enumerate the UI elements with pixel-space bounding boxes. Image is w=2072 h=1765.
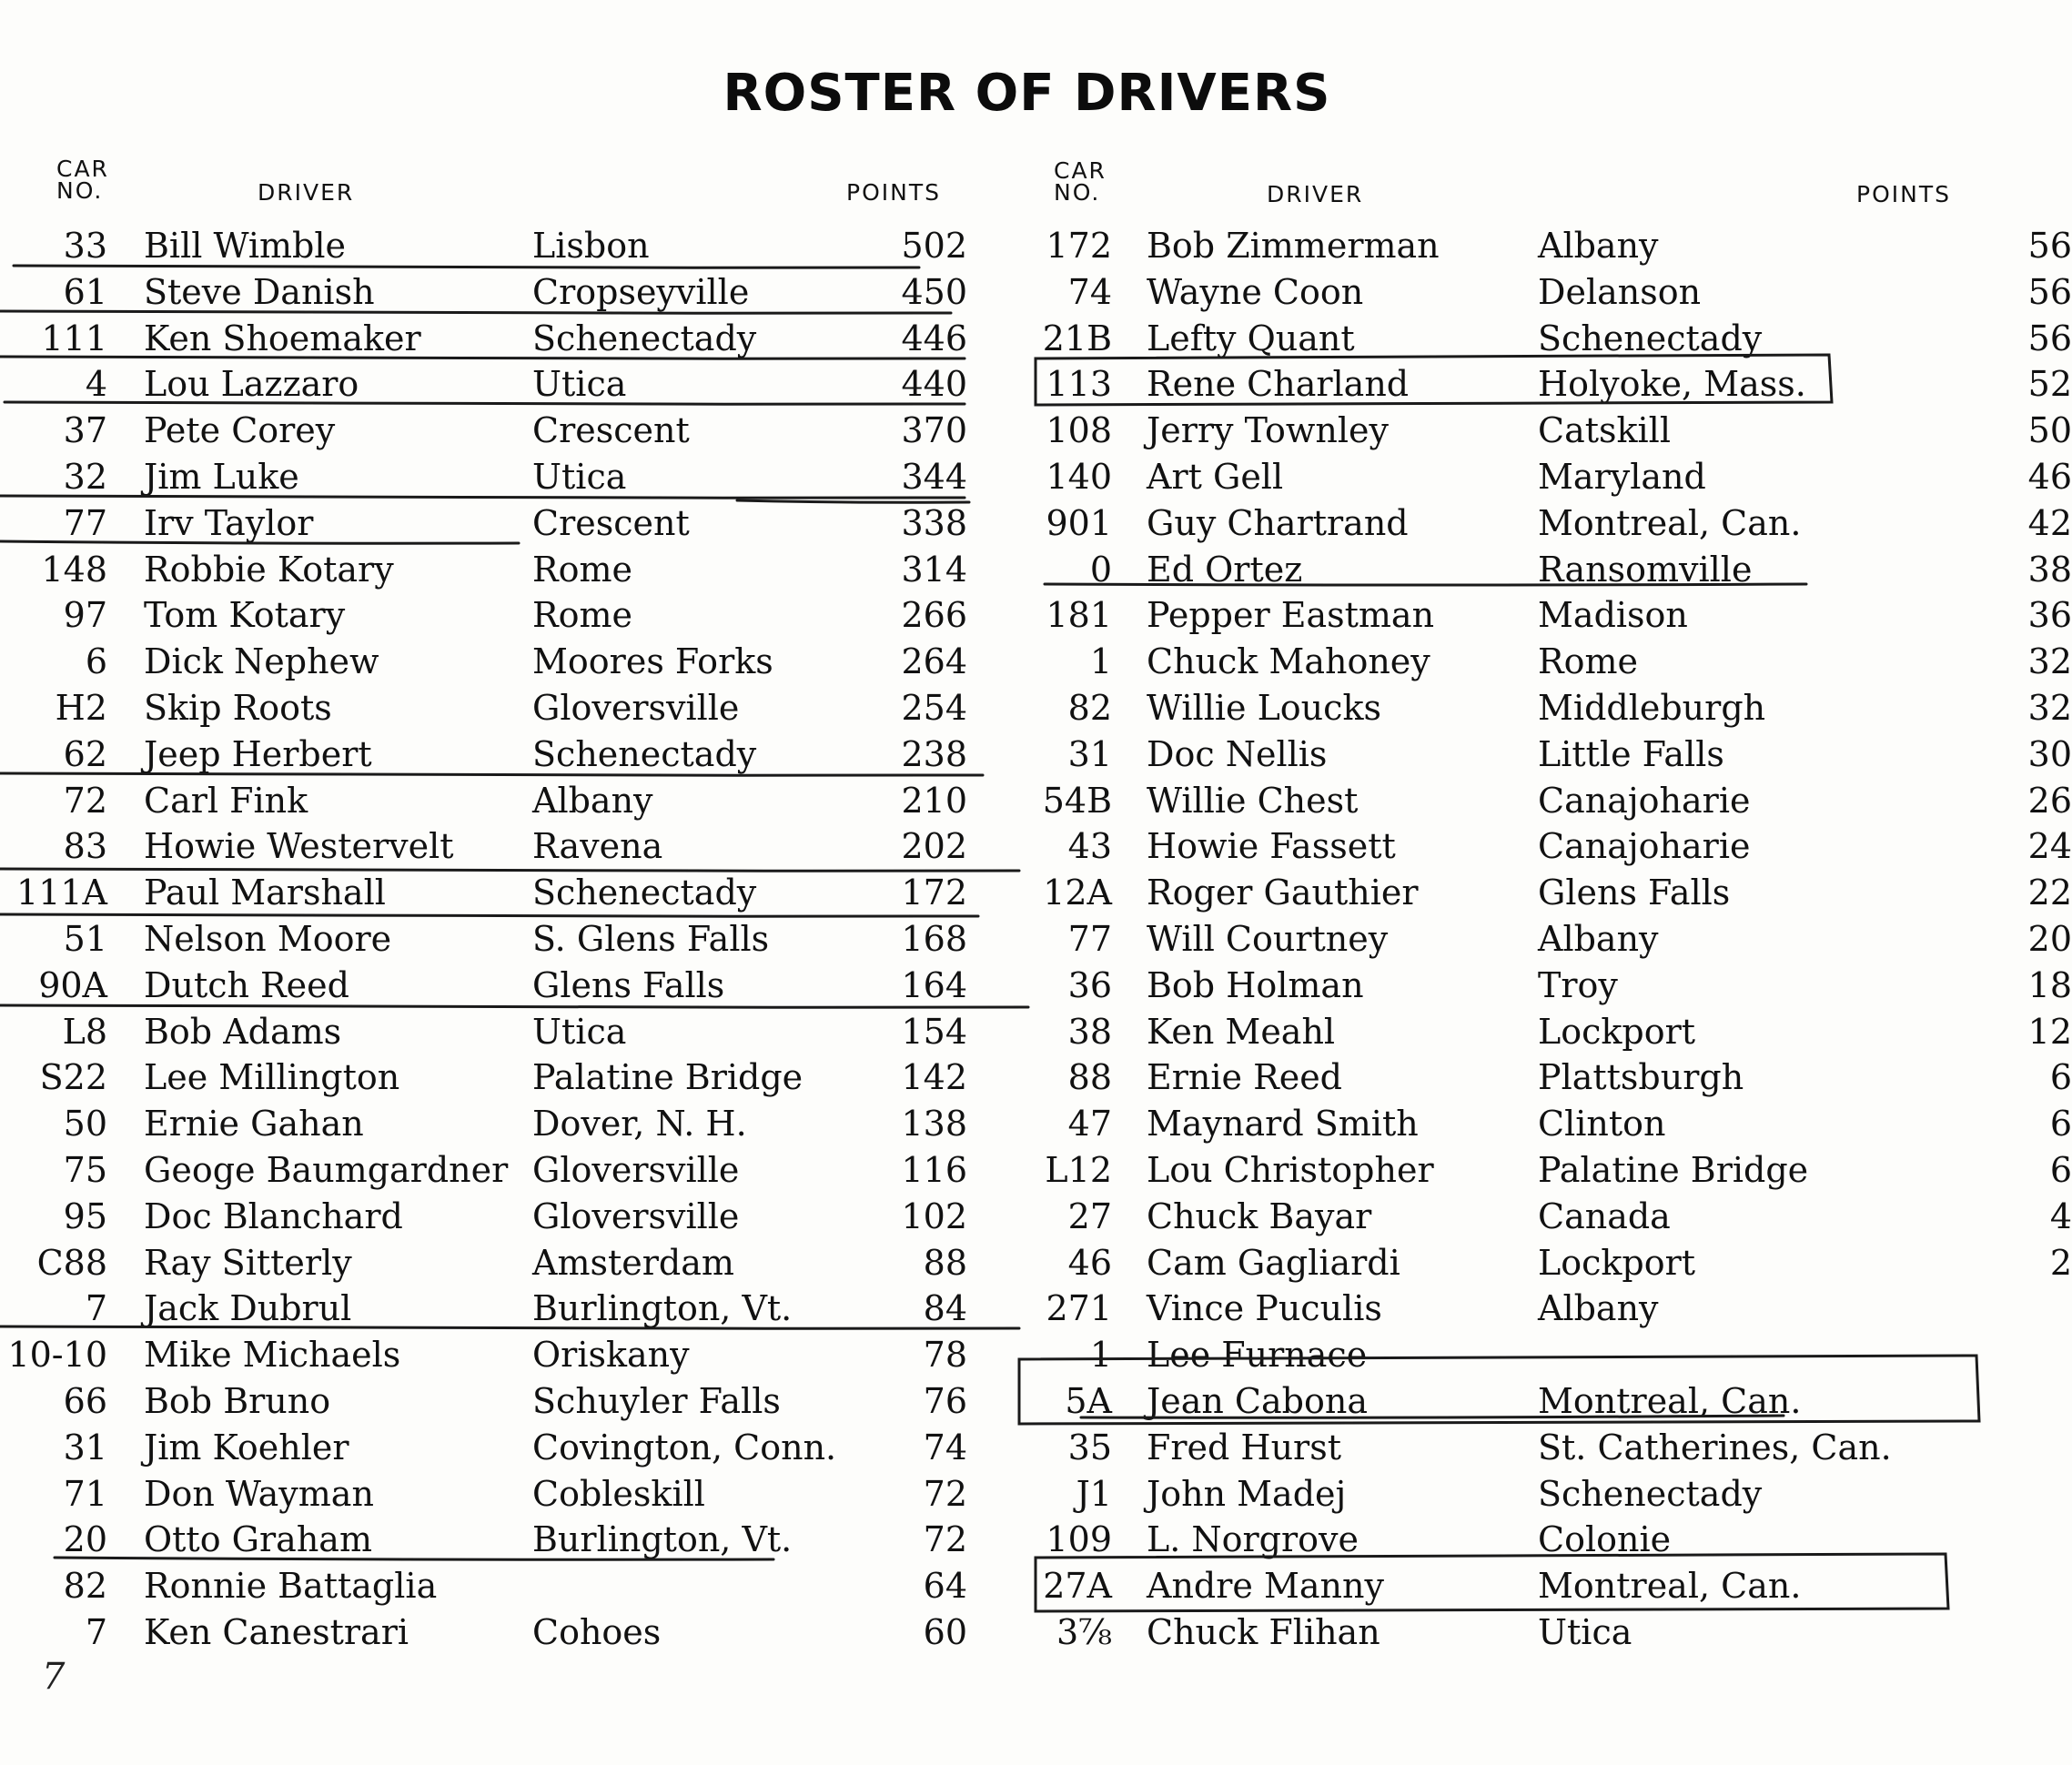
car-number: 47 bbox=[1067, 1104, 1112, 1145]
car-number: 71 bbox=[63, 1473, 107, 1514]
pen-underline bbox=[0, 914, 978, 916]
points-value: 6 bbox=[2049, 1149, 2072, 1190]
car-number: J1 bbox=[1076, 1473, 1112, 1514]
hometown: Cropseyville bbox=[532, 271, 750, 312]
points-value: 60 bbox=[923, 1611, 967, 1652]
driver-name: Mike Michaels bbox=[144, 1335, 401, 1376]
points-value: 72 bbox=[923, 1519, 967, 1560]
hometown: Canada bbox=[1538, 1195, 1671, 1236]
car-number: 901 bbox=[1046, 502, 1112, 543]
points-value: 22 bbox=[2027, 872, 2072, 913]
points-value: 142 bbox=[901, 1057, 967, 1098]
car-number: 109 bbox=[1046, 1519, 1112, 1560]
pen-underline bbox=[1081, 1416, 1784, 1417]
pen-underline bbox=[0, 311, 951, 313]
car-number: 88 bbox=[1067, 1057, 1112, 1098]
hometown: Crescent bbox=[532, 410, 690, 451]
hometown: Glens Falls bbox=[532, 964, 725, 1005]
car-number: 7 bbox=[85, 1611, 107, 1652]
points-value: 42 bbox=[2027, 502, 2072, 543]
car-number: 27 bbox=[1067, 1195, 1112, 1236]
hometown: Canajoharie bbox=[1538, 780, 1751, 821]
pen-box bbox=[1036, 355, 1832, 405]
points-value: 26 bbox=[2027, 780, 2072, 821]
pen-underline bbox=[0, 357, 965, 358]
points-value: 254 bbox=[901, 687, 967, 728]
hometown: Troy bbox=[1538, 964, 1618, 1005]
pen-underline bbox=[0, 1326, 1019, 1328]
driver-name: Lefty Quant bbox=[1147, 318, 1355, 358]
driver-name: Chuck Flihan bbox=[1147, 1611, 1380, 1652]
car-number: 6 bbox=[85, 641, 107, 682]
points-value: 370 bbox=[901, 410, 967, 451]
car-number: 66 bbox=[63, 1380, 107, 1421]
hometown: Cohoes bbox=[532, 1611, 662, 1652]
hometown: Clinton bbox=[1538, 1104, 1666, 1145]
pen-underline bbox=[1045, 584, 1806, 585]
hometown: Dover, N. H. bbox=[532, 1104, 747, 1145]
driver-name: Roger Gauthier bbox=[1147, 872, 1419, 913]
hometown: Schenectady bbox=[1538, 318, 1763, 358]
car-number: 4 bbox=[85, 364, 107, 405]
hometown: Glens Falls bbox=[1538, 872, 1731, 913]
hometown: Albany bbox=[1538, 918, 1659, 959]
car-number: 51 bbox=[63, 918, 107, 959]
car-number: 111 bbox=[41, 318, 107, 358]
pen-underline bbox=[0, 496, 965, 498]
pen-underline bbox=[14, 266, 919, 267]
car-number: 31 bbox=[1067, 733, 1112, 774]
driver-name: Ronnie Battaglia bbox=[144, 1566, 438, 1607]
driver-name: Ken Meahl bbox=[1147, 1011, 1336, 1052]
hometown: Madison bbox=[1538, 595, 1688, 636]
hometown: Delanson bbox=[1538, 271, 1702, 312]
points-header: POINTS bbox=[1856, 181, 1951, 207]
car-no-header: CAR NO. bbox=[56, 156, 109, 204]
points-value: 12 bbox=[2027, 1011, 2072, 1052]
points-value: 440 bbox=[901, 364, 967, 405]
car-number: L8 bbox=[62, 1011, 107, 1052]
car-number: 35 bbox=[1067, 1427, 1112, 1467]
car-number: 77 bbox=[1067, 918, 1112, 959]
hometown: Utica bbox=[1538, 1611, 1632, 1652]
driver-name: Doc Blanchard bbox=[144, 1195, 403, 1236]
driver-name: Jean Cabona bbox=[1147, 1380, 1368, 1421]
pen-box bbox=[1036, 1554, 1948, 1611]
car-number: 77 bbox=[63, 502, 107, 543]
hometown: Colonie bbox=[1538, 1519, 1672, 1560]
hometown: Lockport bbox=[1538, 1242, 1696, 1283]
driver-name: John Madej bbox=[1147, 1473, 1347, 1514]
hometown: Utica bbox=[532, 456, 627, 497]
hometown: Rome bbox=[1538, 641, 1639, 682]
driver-name: Pepper Eastman bbox=[1147, 595, 1435, 636]
driver-name: Jerry Townley bbox=[1147, 410, 1389, 451]
hometown: Schenectady bbox=[532, 872, 757, 913]
hometown: Amsterdam bbox=[532, 1242, 734, 1283]
points-value: 202 bbox=[901, 826, 967, 867]
car-number: 95 bbox=[63, 1195, 107, 1236]
points-value: 56 bbox=[2027, 226, 2072, 266]
pen-underline bbox=[0, 541, 519, 543]
driver-name: Art Gell bbox=[1147, 456, 1284, 497]
hometown: Covington, Conn. bbox=[532, 1427, 837, 1467]
driver-name: Doc Nellis bbox=[1147, 733, 1328, 774]
points-value: 84 bbox=[923, 1288, 967, 1329]
hometown: Canajoharie bbox=[1538, 826, 1751, 867]
hometown: Oriskany bbox=[532, 1335, 690, 1376]
points-value: 446 bbox=[901, 318, 967, 358]
points-value: 50 bbox=[2027, 410, 2072, 451]
car-number: 97 bbox=[63, 595, 107, 636]
points-value: 102 bbox=[901, 1195, 967, 1236]
driver-name: Willie Loucks bbox=[1147, 687, 1381, 728]
driver-name: Will Courtney bbox=[1147, 918, 1389, 959]
points-value: 30 bbox=[2027, 733, 2072, 774]
car-number: 12A bbox=[1043, 872, 1112, 913]
driver-name: Jim Koehler bbox=[144, 1427, 349, 1467]
hometown: Utica bbox=[532, 1011, 627, 1052]
points-value: 46 bbox=[2027, 456, 2072, 497]
car-number: 181 bbox=[1046, 595, 1112, 636]
hometown: Palatine Bridge bbox=[1538, 1149, 1809, 1190]
driver-name: Dutch Reed bbox=[144, 964, 349, 1005]
car-number: 21B bbox=[1042, 318, 1112, 358]
car-number: 1 bbox=[1089, 1335, 1112, 1376]
hometown: Maryland bbox=[1538, 456, 1706, 497]
driver-name: Carl Fink bbox=[144, 780, 308, 821]
points-value: 20 bbox=[2027, 918, 2072, 959]
car-number: 72 bbox=[63, 780, 107, 821]
driver-name: Nelson Moore bbox=[144, 918, 392, 959]
hometown: S. Glens Falls bbox=[532, 918, 770, 959]
driver-name: Pete Corey bbox=[144, 410, 336, 451]
page-number: 7 bbox=[42, 1656, 66, 1698]
points-value: 168 bbox=[901, 918, 967, 959]
driver-name: Lee Furnace bbox=[1147, 1335, 1368, 1376]
car-number: 82 bbox=[63, 1566, 107, 1607]
car-number: 172 bbox=[1046, 226, 1112, 266]
points-value: 502 bbox=[901, 226, 967, 266]
driver-header: DRIVER bbox=[1267, 181, 1364, 207]
points-value: 72 bbox=[923, 1473, 967, 1514]
hometown: Plattsburgh bbox=[1538, 1057, 1744, 1098]
driver-name: Bob Holman bbox=[1147, 964, 1364, 1005]
driver-name: Jack Dubrul bbox=[144, 1288, 352, 1329]
points-value: 56 bbox=[2027, 318, 2072, 358]
driver-name: Howie Fassett bbox=[1147, 826, 1396, 867]
car-number: 140 bbox=[1046, 456, 1112, 497]
car-number: 33 bbox=[63, 226, 107, 266]
hometown: Palatine Bridge bbox=[532, 1057, 804, 1098]
driver-name: Tom Kotary bbox=[144, 595, 346, 636]
driver-name: Don Wayman bbox=[144, 1473, 374, 1514]
driver-name: Ed Ortez bbox=[1147, 549, 1303, 590]
car-number: 36 bbox=[1067, 964, 1112, 1005]
hometown: Moores Forks bbox=[532, 641, 773, 682]
driver-name: Lou Lazzaro bbox=[144, 364, 359, 405]
car-number: 82 bbox=[1067, 687, 1112, 728]
hometown: Ravena bbox=[532, 826, 663, 867]
pen-underline bbox=[5, 402, 965, 404]
points-value: 88 bbox=[923, 1242, 967, 1283]
car-number: 10-10 bbox=[7, 1335, 107, 1376]
hometown: Holyoke, Mass. bbox=[1538, 364, 1806, 405]
points-value: 264 bbox=[901, 641, 967, 682]
points-value: 154 bbox=[901, 1011, 967, 1052]
driver-name: Ray Sitterly bbox=[144, 1242, 352, 1283]
driver-name: Andre Manny bbox=[1147, 1566, 1384, 1607]
points-value: 18 bbox=[2027, 964, 2072, 1005]
pen-underline bbox=[55, 1558, 773, 1559]
hometown: Lisbon bbox=[532, 226, 650, 266]
driver-name: Bill Wimble bbox=[144, 226, 347, 266]
pen-underline bbox=[0, 773, 983, 775]
hometown: Lockport bbox=[1538, 1011, 1696, 1052]
pen-box bbox=[1019, 1356, 1979, 1424]
car-number: 38 bbox=[1067, 1011, 1112, 1052]
car-number: 113 bbox=[1046, 364, 1112, 405]
car-number: 32 bbox=[63, 456, 107, 497]
driver-name: Ken Canestrari bbox=[144, 1611, 409, 1652]
points-value: 164 bbox=[901, 964, 967, 1005]
car-number: 1 bbox=[1089, 641, 1112, 682]
car-number: 7 bbox=[85, 1288, 107, 1329]
points-header: POINTS bbox=[846, 179, 941, 206]
points-value: 52 bbox=[2027, 364, 2072, 405]
car-number: 271 bbox=[1046, 1288, 1112, 1329]
points-value: 38 bbox=[2027, 549, 2072, 590]
hometown: Burlington, Vt. bbox=[532, 1519, 793, 1560]
hometown: Little Falls bbox=[1538, 733, 1724, 774]
points-value: 172 bbox=[901, 872, 967, 913]
car-number: S22 bbox=[39, 1057, 107, 1098]
points-value: 6 bbox=[2049, 1104, 2072, 1145]
hometown: Burlington, Vt. bbox=[532, 1288, 793, 1329]
hometown: Schenectady bbox=[532, 318, 757, 358]
car-number: 31 bbox=[63, 1427, 107, 1467]
driver-name: Bob Zimmerman bbox=[1147, 226, 1440, 266]
driver-name: Jim Luke bbox=[144, 456, 299, 497]
points-value: 4 bbox=[2049, 1195, 2072, 1236]
driver-name: Vince Puculis bbox=[1147, 1288, 1382, 1329]
driver-header: DRIVER bbox=[258, 179, 355, 206]
driver-name: Robbie Kotary bbox=[144, 549, 394, 590]
hometown: St. Catherines, Can. bbox=[1538, 1427, 1892, 1467]
driver-name: Jeep Herbert bbox=[144, 733, 372, 774]
hometown: Albany bbox=[532, 780, 653, 821]
points-value: 36 bbox=[2027, 595, 2072, 636]
driver-name: Guy Chartrand bbox=[1147, 502, 1409, 543]
car-number: 5A bbox=[1065, 1380, 1112, 1421]
points-value: 74 bbox=[923, 1427, 967, 1467]
points-value: 450 bbox=[901, 271, 967, 312]
driver-name: Ernie Reed bbox=[1147, 1057, 1343, 1098]
hometown: Gloversville bbox=[532, 687, 740, 728]
points-value: 64 bbox=[923, 1566, 967, 1607]
driver-name: Maynard Smith bbox=[1147, 1104, 1419, 1145]
car-number: 0 bbox=[1089, 549, 1112, 590]
driver-name: Chuck Mahoney bbox=[1147, 641, 1430, 682]
hometown: Montreal, Can. bbox=[1538, 1380, 1802, 1421]
hometown: Middleburgh bbox=[1538, 687, 1766, 728]
pen-underline bbox=[0, 1005, 1028, 1007]
hometown: Crescent bbox=[532, 502, 690, 543]
driver-name: L. Norgrove bbox=[1147, 1519, 1359, 1560]
car-number: 37 bbox=[63, 410, 107, 451]
car-number: 61 bbox=[63, 271, 107, 312]
driver-name: Geoge Baumgardner bbox=[144, 1149, 509, 1190]
hometown: Utica bbox=[532, 364, 627, 405]
driver-name: Rene Charland bbox=[1147, 364, 1410, 405]
hometown: Cobleskill bbox=[532, 1473, 705, 1514]
driver-name: Howie Westervelt bbox=[144, 826, 454, 867]
driver-name: Lee Millington bbox=[144, 1057, 400, 1098]
car-number: 111A bbox=[16, 872, 107, 913]
car-number: 43 bbox=[1067, 826, 1112, 867]
pen-underline bbox=[0, 869, 1019, 871]
driver-name: Lou Christopher bbox=[1147, 1149, 1434, 1190]
points-value: 32 bbox=[2027, 641, 2072, 682]
car-number: 75 bbox=[63, 1149, 107, 1190]
driver-name: Cam Gagliardi bbox=[1147, 1242, 1400, 1283]
car-number: 74 bbox=[1067, 271, 1112, 312]
car-number: 46 bbox=[1067, 1242, 1112, 1283]
car-number: C88 bbox=[36, 1242, 107, 1283]
points-value: 266 bbox=[901, 595, 967, 636]
points-value: 314 bbox=[901, 549, 967, 590]
hometown: Albany bbox=[1538, 226, 1659, 266]
driver-name: Skip Roots bbox=[144, 687, 332, 728]
driver-name: Bob Bruno bbox=[144, 1380, 331, 1421]
points-value: 238 bbox=[901, 733, 967, 774]
driver-name: Paul Marshall bbox=[144, 872, 386, 913]
car-number: 83 bbox=[63, 826, 107, 867]
driver-name: Ernie Gahan bbox=[144, 1104, 364, 1145]
car-number: L12 bbox=[1045, 1149, 1112, 1190]
driver-name: Bob Adams bbox=[144, 1011, 342, 1052]
points-value: 344 bbox=[901, 456, 967, 497]
points-value: 78 bbox=[923, 1335, 967, 1376]
car-number: 54B bbox=[1042, 780, 1112, 821]
hometown: Gloversville bbox=[532, 1195, 740, 1236]
points-value: 6 bbox=[2049, 1057, 2072, 1098]
hometown: Montreal, Can. bbox=[1538, 502, 1802, 543]
points-value: 138 bbox=[901, 1104, 967, 1145]
car-number: H2 bbox=[55, 687, 107, 728]
points-value: 116 bbox=[901, 1149, 967, 1190]
driver-name: Wayne Coon bbox=[1147, 271, 1364, 312]
points-value: 210 bbox=[901, 780, 967, 821]
car-number: 20 bbox=[63, 1519, 107, 1560]
car-number: 148 bbox=[41, 549, 107, 590]
points-value: 32 bbox=[2027, 687, 2072, 728]
hometown: Ransomville bbox=[1538, 549, 1753, 590]
driver-name: Chuck Bayar bbox=[1147, 1195, 1372, 1236]
car-number: 27A bbox=[1043, 1566, 1112, 1607]
hometown: Gloversville bbox=[532, 1149, 740, 1190]
hometown: Catskill bbox=[1538, 410, 1671, 451]
driver-name: Otto Graham bbox=[144, 1519, 372, 1560]
car-number: 50 bbox=[63, 1104, 107, 1145]
hometown: Rome bbox=[532, 549, 633, 590]
points-value: 56 bbox=[2027, 271, 2072, 312]
driver-name: Dick Nephew bbox=[144, 641, 379, 682]
hometown: Albany bbox=[1538, 1288, 1659, 1329]
points-value: 76 bbox=[923, 1380, 967, 1421]
car-no-header: CAR NO. bbox=[1054, 157, 1107, 206]
hometown: Schenectady bbox=[532, 733, 757, 774]
points-value: 24 bbox=[2027, 826, 2072, 867]
car-number: 62 bbox=[63, 733, 107, 774]
page-title: ROSTER OF DRIVERS bbox=[723, 64, 1331, 123]
pen-underline bbox=[737, 500, 969, 502]
driver-name: Fred Hurst bbox=[1147, 1427, 1341, 1467]
points-value: 338 bbox=[901, 502, 967, 543]
hometown: Schuyler Falls bbox=[532, 1380, 781, 1421]
hometown: Schenectady bbox=[1538, 1473, 1763, 1514]
driver-name: Willie Chest bbox=[1147, 780, 1359, 821]
car-number: 90A bbox=[38, 964, 107, 1005]
hometown: Montreal, Can. bbox=[1538, 1566, 1802, 1607]
points-value: 2 bbox=[2049, 1242, 2072, 1283]
car-number: 108 bbox=[1046, 410, 1112, 451]
driver-name: Steve Danish bbox=[144, 271, 375, 312]
hometown: Rome bbox=[532, 595, 633, 636]
driver-name: Irv Taylor bbox=[144, 502, 314, 543]
driver-name: Ken Shoemaker bbox=[144, 318, 421, 358]
car-number: 3⅞ bbox=[1056, 1611, 1112, 1652]
